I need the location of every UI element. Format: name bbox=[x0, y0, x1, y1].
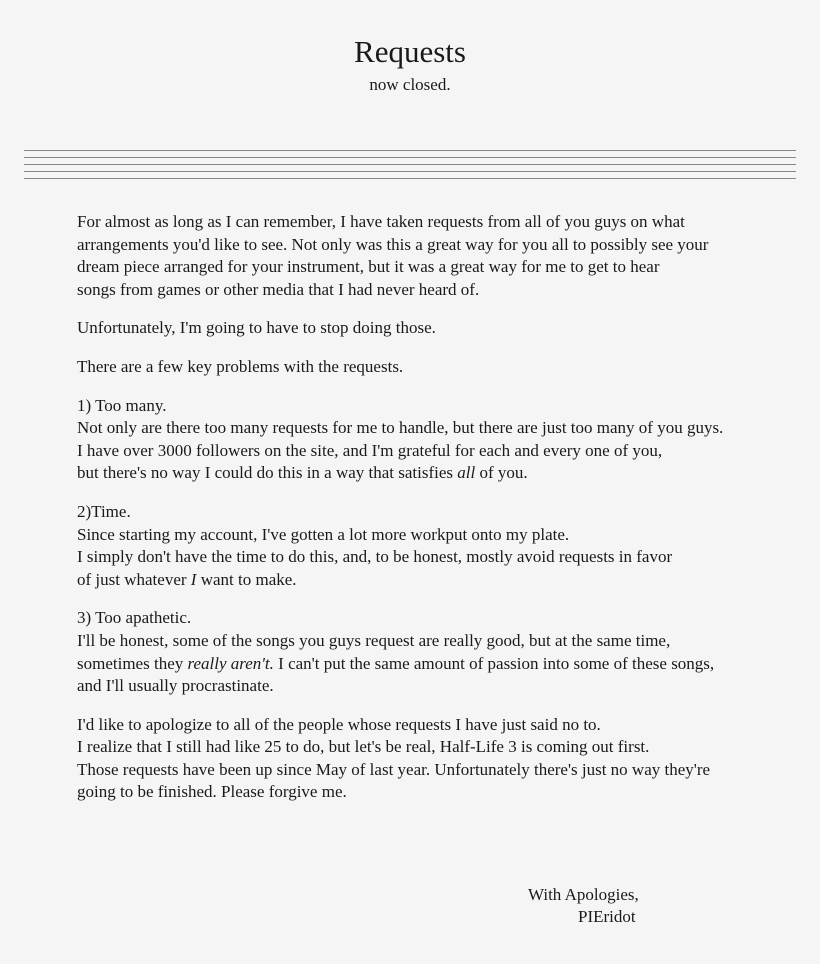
text-line bbox=[77, 356, 777, 379]
emphasis-text: all bbox=[457, 463, 476, 483]
text-segment: I have over 3000 followers on the site, and I'm grateful for each and every one of you, bbox=[77, 440, 663, 460]
text-segment: I can't put the same amount of passion into some of these songs, bbox=[273, 653, 715, 673]
text-line bbox=[77, 440, 777, 463]
text-segment: 3) Too apathetic. bbox=[77, 608, 192, 628]
letter-body bbox=[77, 211, 777, 820]
text-line bbox=[77, 569, 777, 592]
text-segment: Those requests have been up since May of last year. Unfortunately there's just no way they're bbox=[77, 759, 711, 779]
staff-line bbox=[24, 171, 796, 172]
text-segment: Unfortunately, I'm going to have to stop doing those. bbox=[77, 318, 436, 338]
text-line bbox=[77, 653, 777, 676]
text-segment: going to be finished. Please forgive me. bbox=[77, 782, 347, 802]
emphasis-text: really aren't. bbox=[187, 653, 274, 673]
text-line bbox=[77, 607, 777, 630]
text-segment: I simply don't have the time to do this, and, to be honest, mostly avoid requests in favor bbox=[77, 547, 673, 567]
paragraph bbox=[77, 211, 777, 301]
text-line bbox=[77, 736, 777, 759]
text-line bbox=[77, 675, 777, 698]
text-segment: songs from games or other media that I had never heard of. bbox=[77, 279, 480, 299]
page-title: Requests bbox=[354, 34, 466, 69]
paragraph bbox=[77, 714, 777, 804]
text-segment: sometimes they bbox=[77, 653, 188, 673]
paragraph bbox=[77, 356, 777, 379]
page-subtitle: now closed. bbox=[369, 75, 451, 94]
text-segment: arrangements you'd like to see. Not only was this a great way for you all to possibly see your bbox=[77, 234, 709, 254]
text-line bbox=[77, 462, 777, 485]
staff-line bbox=[24, 178, 796, 179]
text-line bbox=[77, 759, 777, 782]
text-line bbox=[77, 546, 777, 569]
text-segment: and I'll usually procrastinate. bbox=[77, 676, 274, 696]
text-line bbox=[77, 714, 777, 737]
text-segment: 2)Time. bbox=[77, 501, 131, 521]
text-segment: Not only are there too many requests for me to handle, but there are just too many of you guys. bbox=[77, 418, 724, 438]
text-line bbox=[77, 781, 777, 804]
staff-line bbox=[24, 157, 796, 158]
text-line bbox=[77, 279, 777, 302]
staff-lines-divider bbox=[24, 150, 796, 180]
paragraph bbox=[77, 317, 777, 340]
text-segment: 1) Too many. bbox=[77, 395, 167, 415]
text-segment: of just whatever bbox=[77, 569, 191, 589]
text-segment: There are a few key problems with the requests. bbox=[77, 356, 404, 376]
paragraph bbox=[77, 607, 777, 697]
paragraph bbox=[77, 501, 777, 591]
paragraph bbox=[77, 395, 777, 485]
text-line bbox=[77, 317, 777, 340]
text-segment: I'll be honest, some of the songs you guys request are really good, but at the same time, bbox=[77, 630, 671, 650]
signature-closing: With Apologies, bbox=[528, 885, 639, 904]
text-segment: I'd like to apologize to all of the people whose requests I have just said no to. bbox=[77, 714, 601, 734]
text-segment: want to make. bbox=[196, 569, 297, 589]
text-line bbox=[77, 630, 777, 653]
text-segment: dream piece arranged for your instrument, but it was a great way for me to get to hear bbox=[77, 257, 660, 277]
text-line bbox=[77, 395, 777, 418]
emphasis-text: I bbox=[190, 569, 197, 589]
text-line bbox=[77, 256, 777, 279]
text-segment: of you. bbox=[475, 463, 528, 483]
signature-name: PIEridot bbox=[578, 907, 636, 926]
text-segment: Since starting my account, I've gotten a lot more workput onto my plate. bbox=[77, 524, 570, 544]
text-line bbox=[77, 211, 777, 234]
staff-line bbox=[24, 150, 796, 151]
text-line bbox=[77, 417, 777, 440]
text-line bbox=[77, 234, 777, 257]
signature-block bbox=[528, 884, 639, 928]
text-line bbox=[77, 524, 777, 547]
staff-line bbox=[24, 164, 796, 165]
text-segment: I realize that I still had like 25 to do, but let's be real, Half-Life 3 is coming out first. bbox=[77, 737, 650, 757]
text-segment: but there's no way I could do this in a way that satisfies bbox=[77, 463, 458, 483]
text-segment: For almost as long as I can remember, I have taken requests from all of you guys on what bbox=[77, 212, 685, 231]
text-line bbox=[77, 501, 777, 524]
